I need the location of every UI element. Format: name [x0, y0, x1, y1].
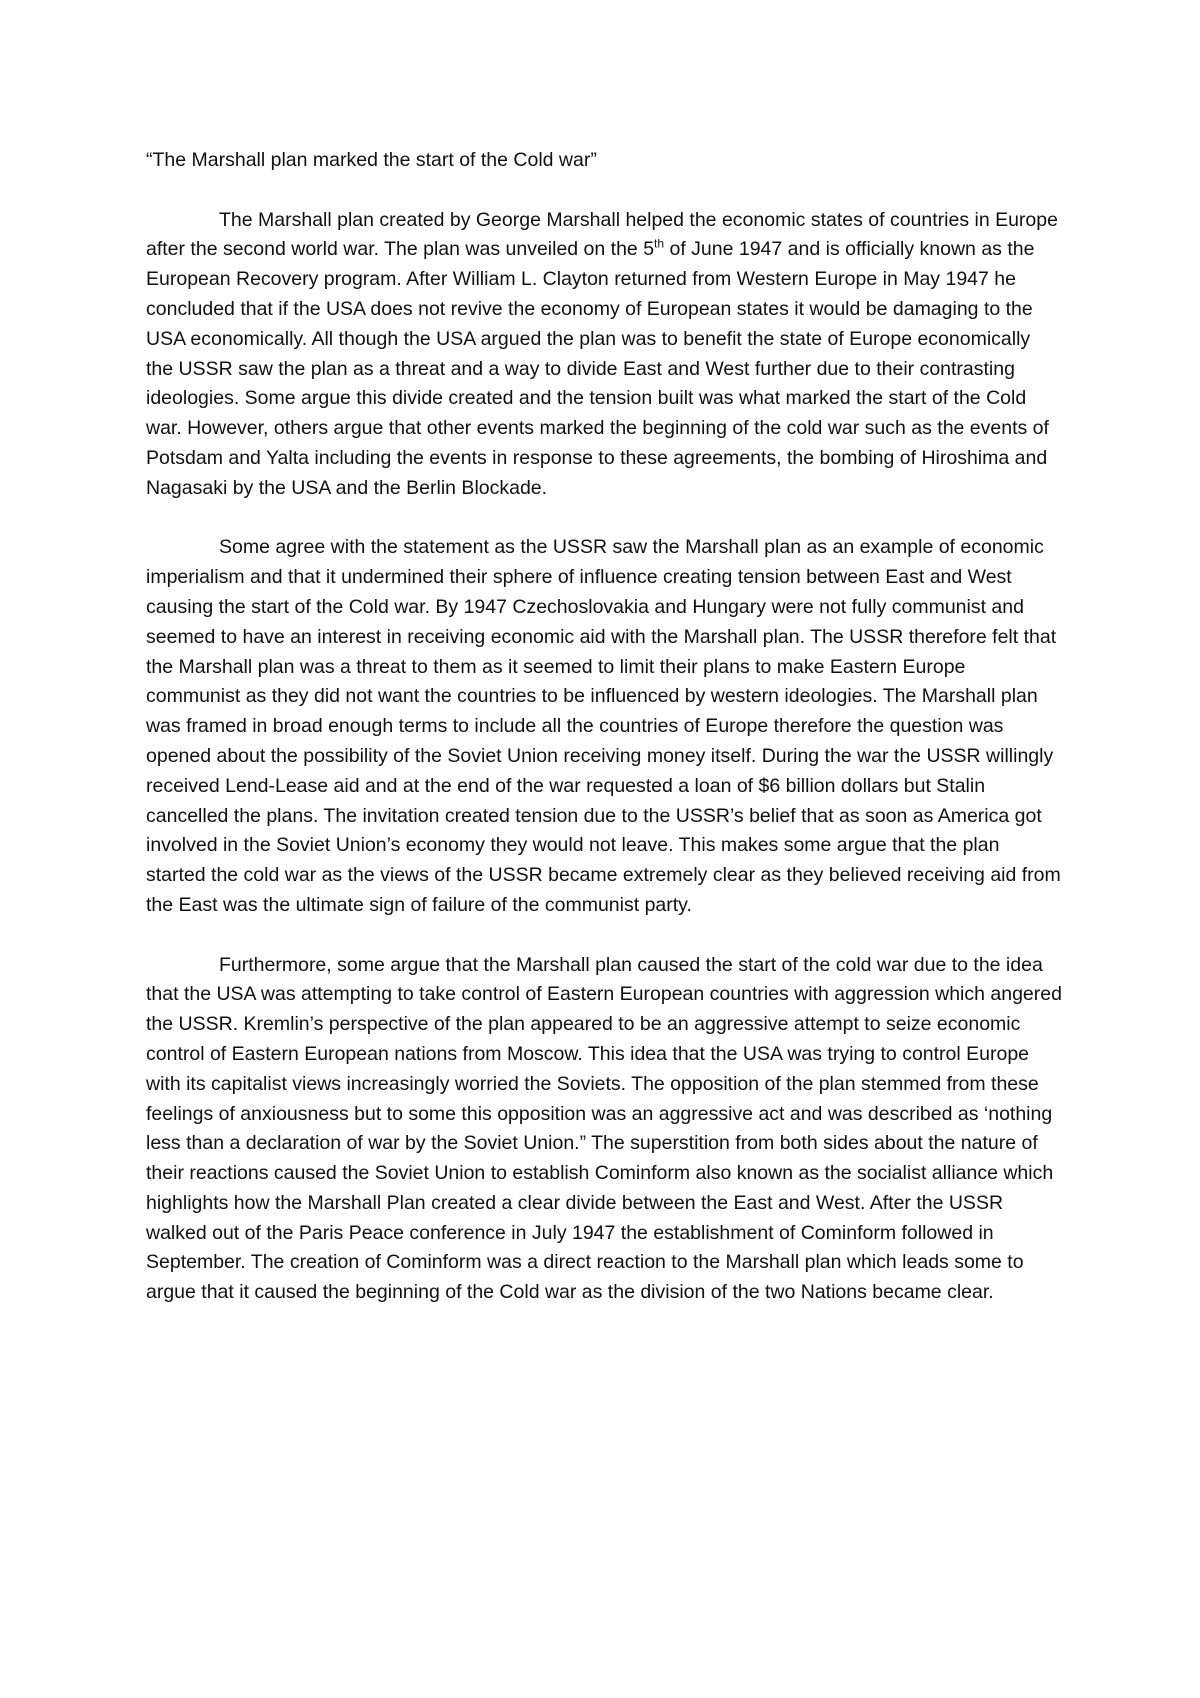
paragraph-text: of June 1947 and is officially known as the European Recovery program. After William L. Clayton returned from Western Europe in May 1947 he concluded that if the USA does not revive the economy of European states it would be damaging to the USA economically. All though the USA argued the plan was to benefit the state of Europe economically the USSR saw the plan as a threat and a way to divide East and West further due to their contrasting ideologies. Some argue this divide created and the tension built was what marked the start of the Cold war. However, others argue that other events marked the beginning of the cold war such as the events of Potsdam and Yalta including the events in response to these agreements, the bombing of Hiroshima and Nagasaki by the USA and the Berlin Blockade.: [146, 238, 1049, 499]
paragraph-cominform: Furthermore, some argue that the Marshall plan caused the start of the cold war due to the idea that the USA was attempting to take control of Eastern European countries with aggression which angered the USSR. Kremlin’s perspective of the plan appeared to be an aggressive attempt to seize economic control of Eastern European nations from Moscow. This idea that the USA was trying to control Europe with its capitalist views increasingly worried the Soviets. The opposition of the plan stemmed from these feelings of anxiousness but to some this opposition was an aggressive act and was described as ‘nothing less than a declaration of war by the Soviet Union.” The superstition from both sides about the nature of their reactions caused the Soviet Union to establish Cominform also known as the socialist alliance which highlights how the Marshall Plan created a clear divide between the East and West. After the USSR walked out of the Paris Peace conference in July 1947 the establishment of Cominform followed in September. The creation of Cominform was a direct reaction to the Marshall plan which leads some to argue that it caused the beginning of the Cold war as the division of the two Nations became clear.: [146, 953, 1062, 1304]
document-title: “The Marshall plan marked the start of the Cold war”: [146, 149, 597, 171]
paragraph-economic-imperialism: Some agree with the statement as the USSR saw the Marshall plan as an example of economic imperialism and that it undermined their sphere of influence creating tension between East and West causing the start of the Cold war. By 1947 Czechoslovakia and Hungary were not fully communist and seemed to have an interest in receiving economic aid with the Marshall plan. The USSR therefore felt that the Marshall plan was a threat to them as it seemed to limit their plans to make Eastern Europe communist as they did not want the countries to be influenced by western ideologies. The Marshall plan was framed in broad enough terms to include all the countries of Europe therefore the question was opened about the possibility of the Soviet Union receiving money itself. During the war the USSR willingly received Lend-Lease aid and at the end of the war requested a loan of $6 billion dollars but Stalin cancelled the plans. The invitation created tension due to the USSR’s belief that as soon as America got involved in the Soviet Union’s economy they would not leave. This makes some argue that the plan started the cold war as the views of the USSR became extremely clear as they believed receiving aid from the East was the ultimate sign of failure of the communist party.: [146, 536, 1061, 916]
superscript-ordinal: th: [654, 236, 665, 251]
paragraph-text: The Marshall plan created by George Marshall helped the economic states of countries in Europe after the second world war. The plan was unveiled on the 5: [146, 208, 1058, 261]
paragraph-introduction: [146, 206, 1062, 504]
document-body: [146, 146, 1062, 1338]
